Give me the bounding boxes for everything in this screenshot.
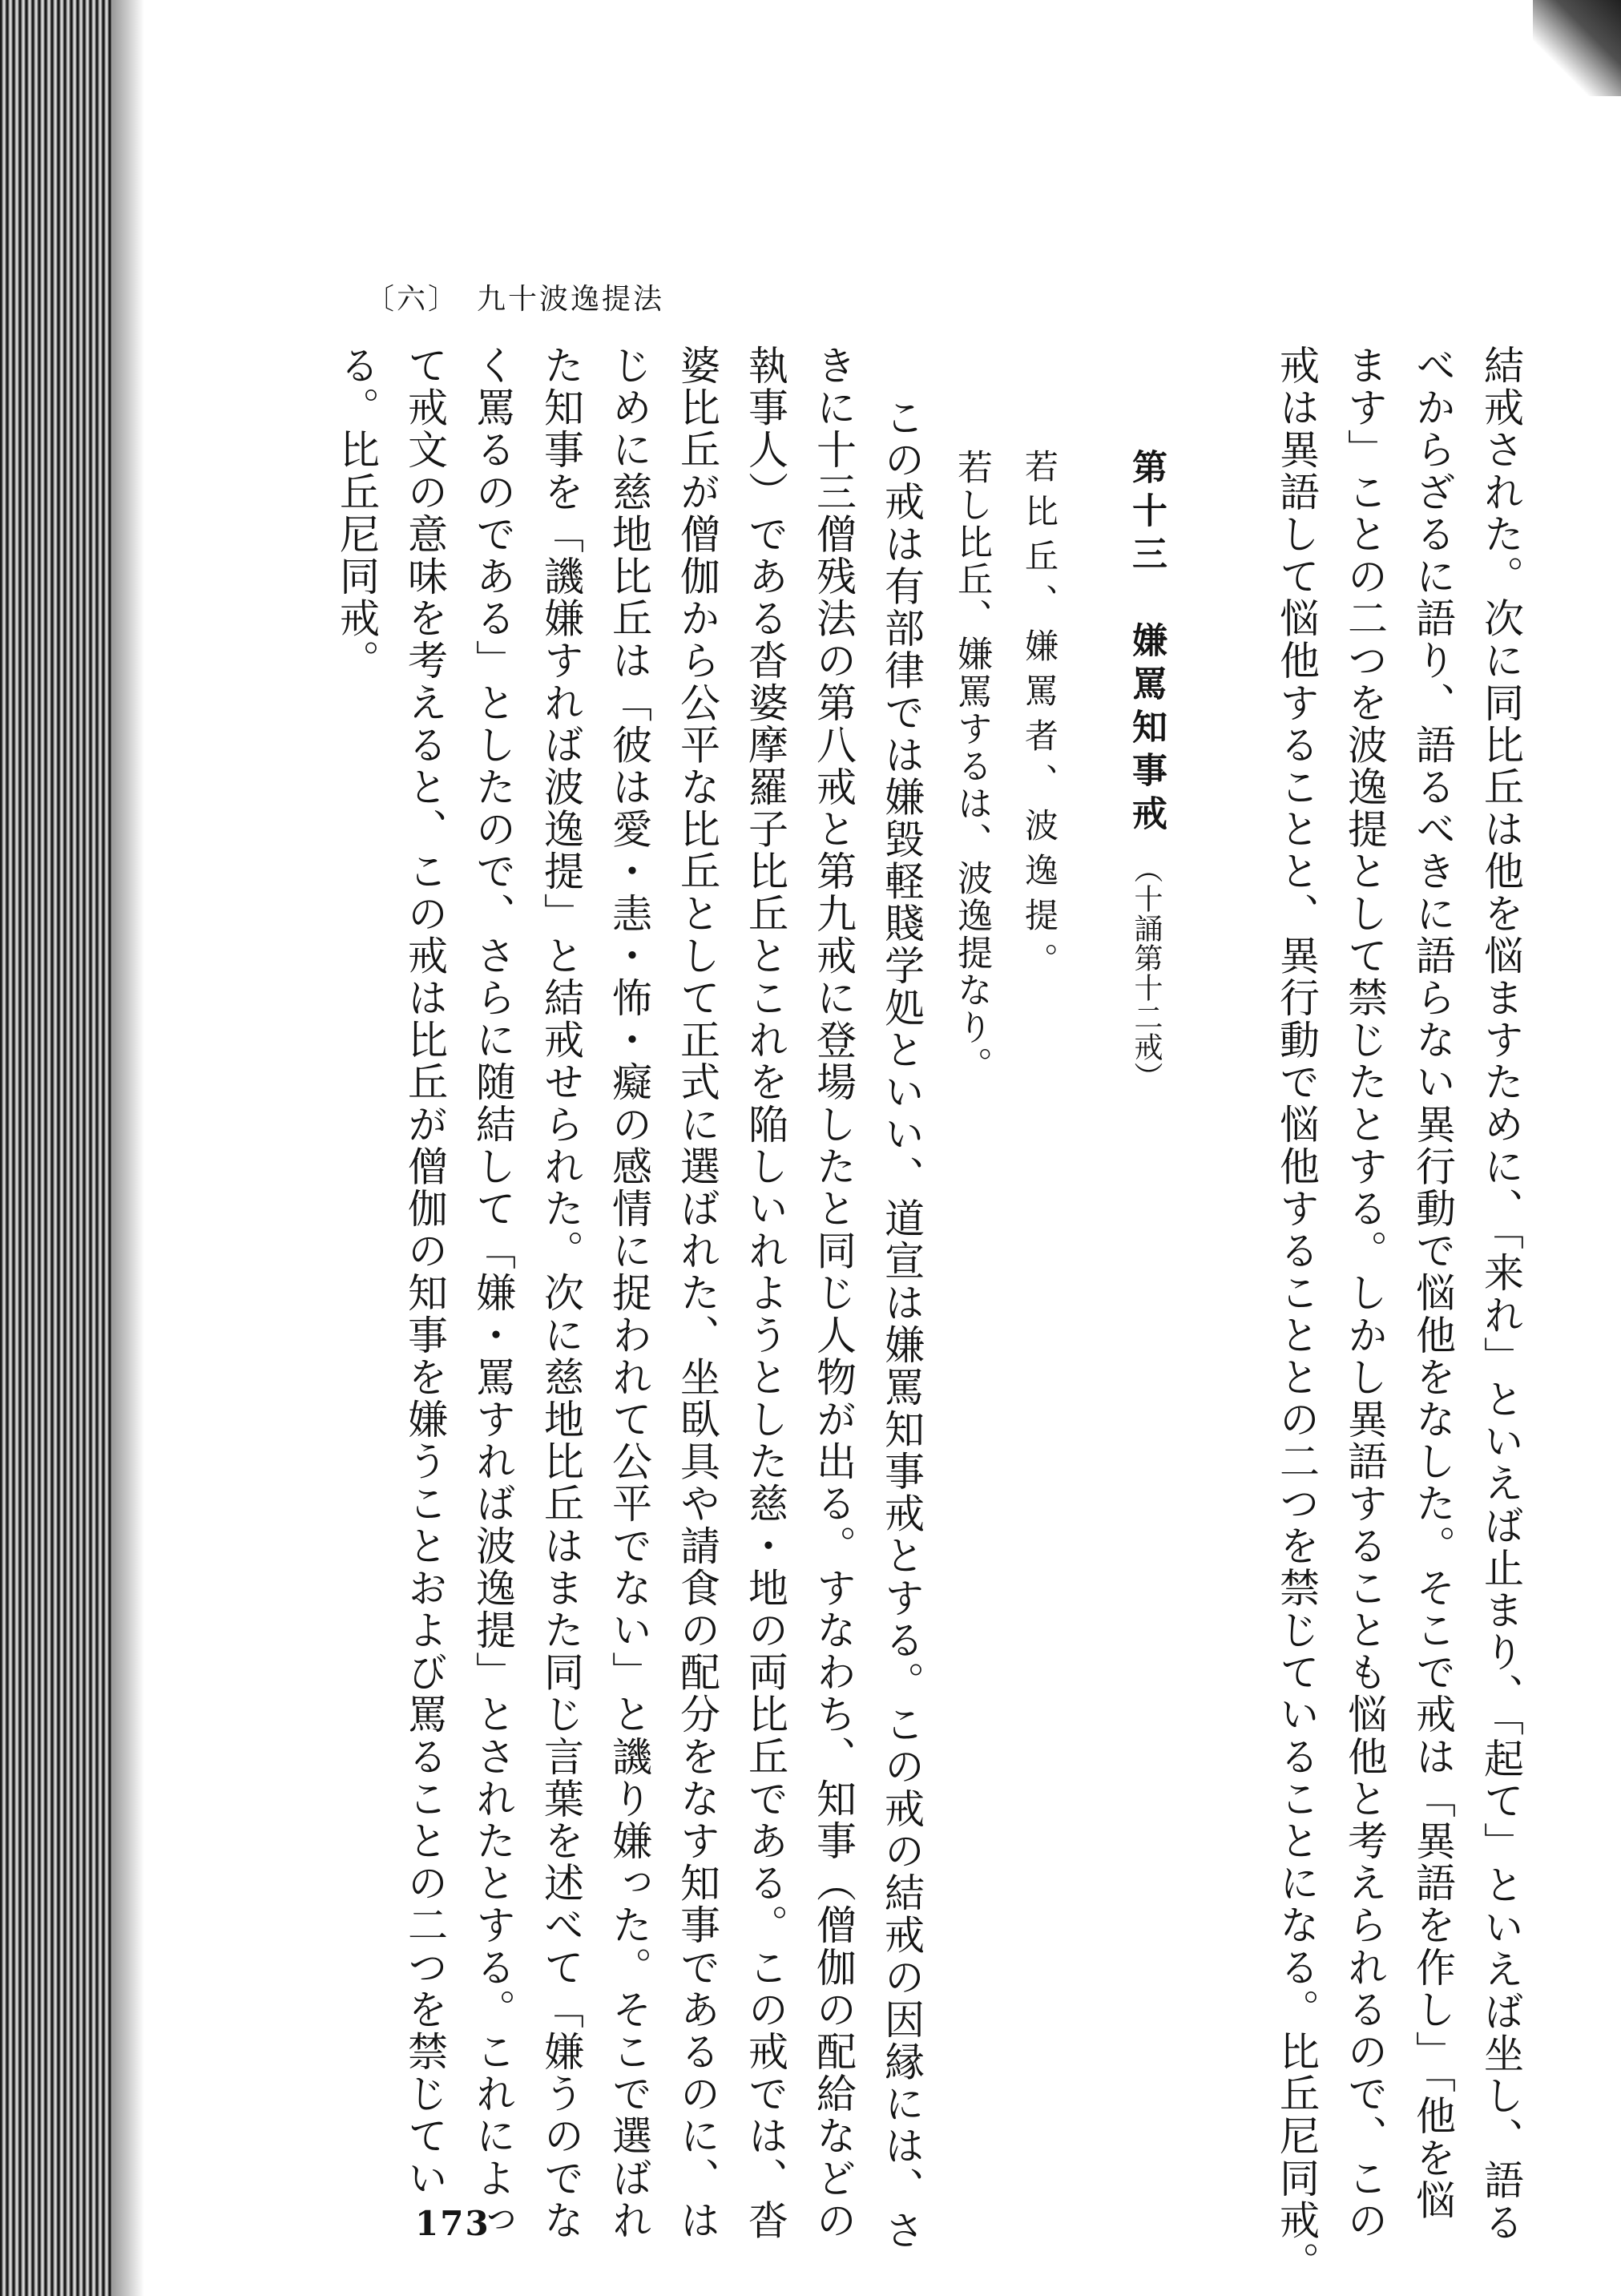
para-line-6: た知事を「譏嫌すれば波逸提」と結戒せられた。次に慈地比丘はまた同じ言葉を述べて「嫌うのでな	[538, 345, 584, 2242]
para-line-8: て戒文の意味を考えると、この戒は比丘が僧伽の知事を嫌うことおよび罵ることの二つを禁じてい	[401, 345, 448, 2200]
section-subtitle: （十誦第十二戒）	[1130, 854, 1163, 1092]
body-line-top: 結戒された。次に同比丘は他を悩ますために、「来れ」といえば止まり、「起て」といえば坐し、語る	[1478, 345, 1524, 2244]
page-corner-shadow	[1533, 0, 1621, 96]
para-line-5: じめに慈地比丘は「彼は愛・恚・怖・癡の感情に捉われて公平でない」と譏り嫌った。そこで選ばれ	[606, 345, 652, 2242]
running-header	[365, 276, 682, 317]
header-section-number: 〔六〕	[365, 283, 460, 316]
para-line-4: 婆比丘が僧伽から公平な比丘として正式に選ばれた、坐臥具や請食の配分をなす知事であるのに、は	[674, 345, 720, 2242]
header-section-title: 九十波逸提法	[477, 283, 665, 316]
book-binding-edge	[0, 0, 120, 2296]
para-line-3: 執事人）である沓婆摩羅子比丘とこれを陥しいれようとした慈・地の両比丘である。この戒では、沓	[742, 345, 788, 2242]
para-line-9: る。比丘尼同戒。	[333, 345, 380, 682]
precept-text-reading: 若し比丘、嫌罵するは、波逸提なり。	[951, 449, 992, 1084]
para-line-2: きに十三僧残法の第八戒と第九戒に登場したと同じ人物が出る。すなわち、知事（僧伽の配給などの	[810, 345, 857, 2242]
page-number: 173	[415, 2204, 490, 2243]
precept-text-original: 若比丘、嫌罵者、波逸提。	[1020, 449, 1059, 987]
body-line-2: ます」ことの二つを波逸提として禁じたとする。しかし異語することも悩他と考えられるので、この	[1341, 345, 1388, 2242]
body-line-3: 戒は異語して悩他することと、異行動で悩他することとの二つを禁じていることになる。比丘尼同戒。	[1273, 345, 1320, 2284]
page-gutter-shadow	[112, 0, 144, 2296]
para-line-1: この戒は有部律では嫌毀軽賤学処といい、道宣は嫌罵知事戒とする。この戒の結戒の因縁には、さ	[878, 397, 925, 2252]
body-line-1: べからざるに語り、語るべきに語らない異行動で悩他をなした。そこで戒は「異語を作し」「他を悩	[1409, 345, 1456, 2221]
para-line-7: く罵るのである」としたので、さらに随結して「嫌・罵すれば波逸提」とされたとする。これによっ	[470, 345, 516, 2242]
section-title: 第十三 嫌罵知事戒	[1126, 449, 1167, 838]
section-heading	[1126, 449, 1167, 1092]
